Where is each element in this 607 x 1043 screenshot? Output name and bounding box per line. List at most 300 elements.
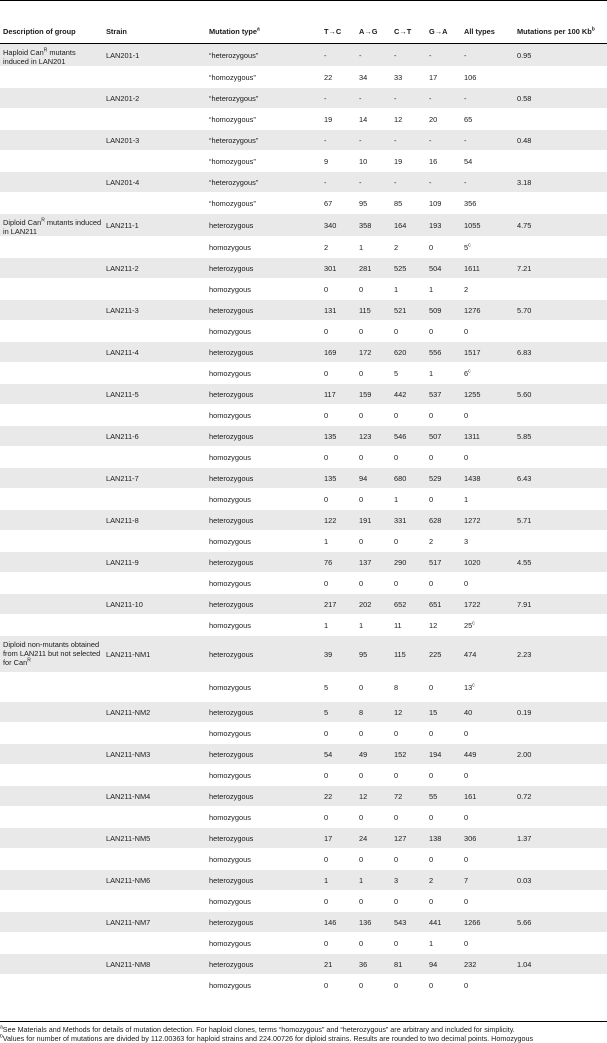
group-description [0, 88, 103, 109]
group-description [0, 702, 103, 723]
header-description: Description of group [0, 1, 103, 44]
table-row [0, 426, 607, 447]
ct-cell: 0 [394, 728, 399, 738]
ct-cell: 0 [394, 896, 399, 906]
group-description [0, 384, 103, 405]
all-types-cell [461, 552, 514, 573]
tc-cell: - [321, 88, 356, 109]
header-row [0, 1, 607, 44]
strain-cell: LAN211-4 [103, 342, 206, 363]
ag-cell: 0 [359, 896, 364, 906]
per100kb-cell [514, 109, 607, 130]
all-types-cell [461, 405, 514, 426]
all-types-value: 2 [464, 284, 469, 294]
mutation-type-cell: “homozygous” [209, 72, 256, 82]
all-types-cell [461, 342, 514, 363]
group-description [0, 321, 103, 342]
ag-cell: 36 [356, 954, 391, 975]
table-row [0, 468, 607, 489]
per100kb-cell [514, 67, 607, 88]
tc-cell: 0 [324, 896, 329, 906]
tc-cell: 5 [321, 702, 356, 723]
footnote-marker: c [472, 620, 475, 627]
all-types-cell [461, 912, 514, 933]
strain-cell [103, 765, 206, 786]
ga-cell: 20 [429, 114, 438, 124]
group-description [0, 975, 103, 996]
strain-cell [103, 67, 206, 88]
table-row [0, 214, 607, 237]
all-types-value: 3 [464, 536, 469, 546]
ga-cell: 441 [426, 912, 461, 933]
tc-cell: - [321, 44, 356, 67]
mutation-type-cell: homozygous [209, 896, 251, 906]
table-row [0, 673, 607, 702]
ga-cell: 0 [429, 410, 434, 420]
ag-cell: 95 [356, 636, 391, 673]
ag-cell: 1 [359, 620, 364, 630]
tc-cell: 122 [321, 510, 356, 531]
mutation-type-cell: homozygous [209, 494, 251, 504]
per100kb-cell [514, 933, 607, 954]
mutation-type-cell: heterozygous [206, 510, 321, 531]
ct-cell: 652 [391, 594, 426, 615]
per100kb-cell [514, 405, 607, 426]
ct-cell: 0 [394, 578, 399, 588]
ag-cell: - [356, 88, 391, 109]
per100kb-cell: 7.21 [514, 258, 607, 279]
strain-cell [103, 279, 206, 300]
strain-cell: LAN211-3 [103, 300, 206, 321]
mutation-type-cell: “heterozygous” [206, 88, 321, 109]
strain-cell [103, 363, 206, 384]
all-types-cell [461, 702, 514, 723]
tc-cell: 117 [321, 384, 356, 405]
tc-cell: 22 [321, 786, 356, 807]
mutation-type-cell: homozygous [209, 326, 251, 336]
per100kb-cell: 5.71 [514, 510, 607, 531]
mutation-type-cell: heterozygous [206, 954, 321, 975]
table-row [0, 702, 607, 723]
all-types-cell [461, 744, 514, 765]
all-types-value: 0 [464, 812, 469, 822]
ct-cell: 72 [391, 786, 426, 807]
table-row [0, 130, 607, 151]
group-description [0, 468, 103, 489]
tc-cell: 0 [324, 980, 329, 990]
footnote-marker: c [468, 242, 471, 249]
per100kb-cell: 5.70 [514, 300, 607, 321]
all-types-cell [461, 828, 514, 849]
per100kb-cell: 0.48 [514, 130, 607, 151]
ct-cell: 1 [394, 494, 399, 504]
tc-cell: 169 [321, 342, 356, 363]
all-types-cell [461, 172, 514, 193]
mutation-type-cell: heterozygous [206, 594, 321, 615]
per100kb-cell [514, 765, 607, 786]
strain-cell: LAN201-2 [103, 88, 206, 109]
all-types-cell [461, 636, 514, 673]
ag-cell: 0 [359, 536, 364, 546]
all-types-cell [461, 109, 514, 130]
all-types-cell [461, 954, 514, 975]
all-types-value: 54 [464, 156, 473, 166]
all-types-value: - [464, 135, 467, 145]
table-row [0, 636, 607, 673]
mutation-type-cell: “heterozygous” [206, 130, 321, 151]
table-row [0, 321, 607, 342]
all-types-value: 161 [464, 791, 477, 801]
ga-cell: 537 [426, 384, 461, 405]
all-types-cell [461, 130, 514, 151]
per100kb-cell [514, 531, 607, 552]
all-types-cell [461, 363, 514, 384]
ag-cell: 0 [359, 728, 364, 738]
ct-cell: 8 [394, 682, 399, 692]
mutation-type-cell: homozygous [209, 682, 251, 692]
mutation-type-cell: heterozygous [206, 342, 321, 363]
ag-cell: 34 [359, 72, 368, 82]
per100kb-cell [514, 363, 607, 384]
ag-cell: 1 [356, 870, 391, 891]
ga-cell: 0 [429, 980, 434, 990]
all-types-cell [461, 765, 514, 786]
group-description [0, 109, 103, 130]
all-types-value: 1438 [464, 473, 481, 483]
all-types-cell [461, 321, 514, 342]
table-row [0, 363, 607, 384]
tc-cell: 21 [321, 954, 356, 975]
all-types-cell [461, 594, 514, 615]
ag-cell: - [356, 44, 391, 67]
strain-cell [103, 673, 206, 702]
all-types-cell [461, 214, 514, 237]
header-mutations-per-100kb [514, 1, 607, 44]
all-types-value: 0 [464, 578, 469, 588]
group-description [0, 426, 103, 447]
ga-cell: 0 [429, 812, 434, 822]
ag-cell: 159 [356, 384, 391, 405]
per100kb-cell [514, 279, 607, 300]
header-strain: Strain [103, 1, 206, 44]
all-types-value: 474 [464, 649, 477, 659]
ga-cell: 109 [429, 198, 442, 208]
mutation-type-cell: heterozygous [206, 214, 321, 237]
ct-cell: 0 [394, 452, 399, 462]
per100kb-cell: 2.00 [514, 744, 607, 765]
strain-cell: LAN211-NM3 [103, 744, 206, 765]
ct-cell: 164 [391, 214, 426, 237]
ga-cell: 507 [426, 426, 461, 447]
all-types-cell [461, 426, 514, 447]
table-body [0, 44, 607, 996]
all-types-cell [461, 67, 514, 88]
group-description [0, 405, 103, 426]
per100kb-cell: 0.95 [514, 44, 607, 67]
ag-cell: 14 [359, 114, 368, 124]
strain-cell [103, 109, 206, 130]
ag-cell: 0 [359, 368, 364, 378]
mutation-type-cell: “homozygous” [209, 198, 256, 208]
mutation-type-cell: homozygous [209, 284, 251, 294]
all-types-value: 232 [464, 959, 477, 969]
all-types-cell [461, 88, 514, 109]
group-description-tail: mutants induced in LAN211 [3, 218, 102, 236]
ag-cell: 0 [359, 494, 364, 504]
ag-cell: 0 [359, 578, 364, 588]
ga-cell: 0 [429, 728, 434, 738]
ct-cell: 331 [391, 510, 426, 531]
ag-cell: - [356, 130, 391, 151]
all-types-cell [461, 468, 514, 489]
all-types-value: 1276 [464, 305, 481, 315]
tc-cell: 135 [321, 426, 356, 447]
ag-cell: 172 [356, 342, 391, 363]
per100kb-cell [514, 447, 607, 468]
table-row [0, 447, 607, 468]
ga-cell: 15 [426, 702, 461, 723]
table-row [0, 531, 607, 552]
all-types-value: 106 [464, 72, 477, 82]
strain-cell: LAN211-NM5 [103, 828, 206, 849]
all-types-value: 0 [464, 854, 469, 864]
tc-cell: 0 [324, 284, 329, 294]
group-description [0, 828, 103, 849]
footnote-marker: c [472, 682, 475, 689]
group-description [0, 594, 103, 615]
strain-cell [103, 933, 206, 954]
ag-cell: 191 [356, 510, 391, 531]
ct-cell: 11 [394, 620, 402, 630]
ct-cell: 152 [391, 744, 426, 765]
group-description [0, 489, 103, 510]
table-row [0, 67, 607, 88]
ct-cell: 1 [394, 284, 399, 294]
all-types-value: 7 [464, 875, 469, 885]
per100kb-cell: 5.85 [514, 426, 607, 447]
group-description [0, 891, 103, 912]
group-description [0, 130, 103, 151]
all-types-cell [461, 447, 514, 468]
strain-cell: LAN211-10 [103, 594, 206, 615]
table-row [0, 870, 607, 891]
mutation-type-cell: homozygous [209, 854, 251, 864]
per100kb-cell [514, 237, 607, 258]
footnote-marker: a [257, 26, 260, 33]
table-row [0, 279, 607, 300]
table-row [0, 258, 607, 279]
tc-cell: 19 [324, 114, 333, 124]
group-description [0, 744, 103, 765]
strain-cell [103, 615, 206, 636]
table-row [0, 891, 607, 912]
group-description [0, 954, 103, 975]
ga-cell: 0 [429, 682, 434, 692]
strain-cell [103, 237, 206, 258]
superscript: R [43, 47, 48, 54]
ct-cell: 290 [391, 552, 426, 573]
ag-cell: 8 [356, 702, 391, 723]
all-types-cell [461, 531, 514, 552]
all-types-cell [461, 891, 514, 912]
all-types-value: 449 [464, 749, 477, 759]
header-tc: T→C [321, 1, 356, 44]
strain-cell: LAN211-8 [103, 510, 206, 531]
all-types-value: 40 [464, 707, 473, 717]
tc-cell: - [321, 130, 356, 151]
ct-cell: 0 [394, 980, 399, 990]
table-row [0, 510, 607, 531]
tc-cell: 54 [321, 744, 356, 765]
group-description [0, 912, 103, 933]
mutation-type-cell: heterozygous [206, 786, 321, 807]
table-row [0, 933, 607, 954]
strain-cell: LAN211-NM7 [103, 912, 206, 933]
mutation-type-cell: heterozygous [206, 426, 321, 447]
table-row [0, 723, 607, 744]
group-description [0, 531, 103, 552]
ga-cell: 0 [429, 452, 434, 462]
all-types-value: 0 [464, 728, 469, 738]
footnote-b [0, 1034, 607, 1043]
group-description [0, 849, 103, 870]
table-row [0, 954, 607, 975]
ag-cell: 0 [359, 770, 364, 780]
strain-cell: LAN211-9 [103, 552, 206, 573]
tc-cell: 9 [324, 156, 329, 166]
all-types-value: - [464, 93, 467, 103]
tc-cell: 0 [324, 494, 329, 504]
strain-cell [103, 573, 206, 594]
mutation-type-cell: homozygous [209, 368, 251, 378]
ct-cell: 0 [394, 410, 399, 420]
ct-cell: 115 [391, 636, 426, 673]
ga-cell: 0 [429, 578, 434, 588]
ct-cell: 85 [394, 198, 403, 208]
all-types-cell [461, 193, 514, 214]
table-row [0, 489, 607, 510]
table-row [0, 828, 607, 849]
all-types-value: 6 [464, 368, 469, 378]
ga-cell: 12 [429, 620, 438, 630]
tc-cell: 0 [324, 368, 329, 378]
tc-cell: 146 [321, 912, 356, 933]
ct-cell: 19 [394, 156, 403, 166]
all-types-value: 0 [464, 896, 469, 906]
ct-cell: 0 [394, 854, 399, 864]
ag-cell: 0 [359, 938, 364, 948]
mutation-type-cell: heterozygous [206, 384, 321, 405]
strain-cell [103, 807, 206, 828]
ct-cell: 442 [391, 384, 426, 405]
all-types-cell [461, 489, 514, 510]
strain-cell [103, 531, 206, 552]
ag-cell: 0 [359, 284, 364, 294]
ct-cell: 546 [391, 426, 426, 447]
per100kb-cell [514, 193, 607, 214]
tc-cell: 39 [321, 636, 356, 673]
all-types-cell [461, 615, 514, 636]
ga-cell: 0 [429, 242, 434, 252]
mutation-type-cell: homozygous [209, 620, 251, 630]
ga-cell: 0 [429, 896, 434, 906]
strain-cell [103, 321, 206, 342]
mutation-type-cell: heterozygous [206, 552, 321, 573]
ag-cell: 0 [359, 452, 364, 462]
mutation-type-cell: heterozygous [206, 636, 321, 673]
ag-cell: 49 [356, 744, 391, 765]
footnote-marker: c [468, 368, 471, 375]
ga-cell: 529 [426, 468, 461, 489]
all-types-value: 0 [464, 326, 469, 336]
per100kb-cell [514, 615, 607, 636]
ga-cell: 194 [426, 744, 461, 765]
strain-cell: LAN211-1 [103, 214, 206, 237]
all-types-value: 356 [464, 198, 477, 208]
ga-cell: 193 [426, 214, 461, 237]
table-row [0, 765, 607, 786]
table-row [0, 615, 607, 636]
ga-cell: 1 [429, 284, 434, 294]
table-row [0, 594, 607, 615]
group-description [0, 870, 103, 891]
ga-cell: 1 [429, 938, 434, 948]
ct-cell: 0 [394, 770, 399, 780]
footnote-a-text: See Materials and Methods for details of mutation detection. For haploid clones, terms “homozygous” and “heterozygous” are arbitrary and included for simplicity. [2, 1025, 515, 1034]
ct-cell: - [391, 44, 426, 67]
tc-cell: 1 [324, 620, 329, 630]
ag-cell: - [356, 172, 391, 193]
mutation-type-cell: homozygous [209, 728, 251, 738]
per100kb-cell: 7.91 [514, 594, 607, 615]
ga-cell: 94 [426, 954, 461, 975]
tc-cell: 0 [324, 812, 329, 822]
ag-cell: 24 [356, 828, 391, 849]
ga-cell: - [426, 130, 461, 151]
ag-cell: 1 [359, 242, 364, 252]
all-types-value: 1311 [464, 431, 480, 441]
ag-cell: 12 [356, 786, 391, 807]
per100kb-cell [514, 573, 607, 594]
all-types-value: 0 [464, 410, 469, 420]
all-types-value: 1055 [464, 220, 481, 230]
ga-cell: 0 [429, 770, 434, 780]
group-description [0, 510, 103, 531]
header-all-types: All types [461, 1, 514, 44]
ct-cell: 3 [391, 870, 426, 891]
tc-cell: 0 [324, 578, 329, 588]
strain-cell: LAN201-4 [103, 172, 206, 193]
table-row [0, 573, 607, 594]
all-types-cell [461, 975, 514, 996]
strain-cell: LAN211-NM4 [103, 786, 206, 807]
mutation-type-cell: homozygous [209, 536, 251, 546]
per100kb-cell [514, 723, 607, 744]
table-row [0, 405, 607, 426]
header-per100-label: Mutations per 100 Kb [517, 27, 592, 36]
mutation-type-cell: homozygous [209, 410, 251, 420]
ga-cell: 138 [426, 828, 461, 849]
per100kb-cell [514, 807, 607, 828]
tc-cell: 1 [321, 870, 356, 891]
tc-cell: 0 [324, 770, 329, 780]
strain-cell: LAN211-NM2 [103, 702, 206, 723]
ga-cell: 517 [426, 552, 461, 573]
mutation-type-cell: homozygous [209, 938, 251, 948]
group-description [0, 552, 103, 573]
ct-cell: 521 [391, 300, 426, 321]
tc-cell: 131 [321, 300, 356, 321]
